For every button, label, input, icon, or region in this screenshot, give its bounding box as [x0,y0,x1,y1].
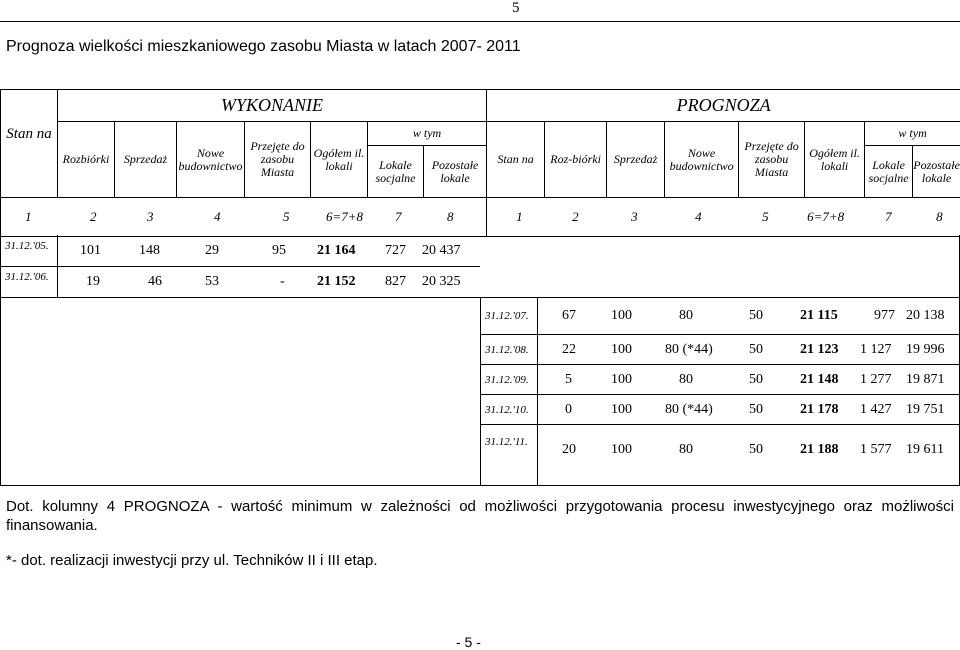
prog-row1-socjalne: 977 [874,308,895,323]
header-przejete: Przejęte do zasobu Miasta [245,122,311,198]
colnum-left-8: 8 [447,209,454,224]
note-kolumna-4: Dot. kolumny 4 PROGNOZA - wartość minimum w zależności od możliwości przygotowania procesu inwestycyjnego oraz możliwości finansowania. [6,498,954,534]
header-rozbiorki: Rozbiórki [58,122,115,198]
prog-row2-nowe: 80 (*44) [665,342,713,357]
prognoza-left-border [480,297,481,485]
colnum-left-6: 6=7+8 [326,209,364,224]
prog-row4-date: 31.12.'10. [485,404,529,416]
prognoza-date-divider [537,297,538,485]
prog-row2-pozostale: 19 996 [906,342,945,357]
wyk-row1-sprzedaz: 148 [139,243,160,258]
prog-row5-ogolem: 21 188 [800,442,839,457]
wyk-row1-date: 31.12.'05. [5,240,49,252]
prog-row4-sprzedaz: 100 [611,402,632,417]
prog-row4-przejete: 50 [749,402,763,417]
col-numbers-right [487,198,960,237]
header-ogolem-2: Ogółem il. lokali [805,122,865,198]
header-w-tym-2: w tym [865,122,960,146]
prog-row2-socjalne: 1 127 [860,342,892,357]
prog-row4-socjalne: 1 427 [860,402,892,417]
colnum-left-3: 3 [147,209,154,224]
col-numbers-left [1,198,487,237]
data-left-border [0,235,1,485]
colnum-left-5: 5 [283,209,290,224]
wyk-row1-nowe: 29 [205,243,219,258]
header-wykonanie: WYKONANIE [58,90,487,122]
header-prognoza: PROGNOZA [487,90,960,122]
footer-page-number: - 5 - [456,634,481,650]
prog-row1-rozbiorki: 67 [562,308,576,323]
wyk-row2-date: 31.12.'06. [5,271,49,283]
wyk-row2-rozbiorki: 19 [86,274,100,289]
prog-row5-nowe: 80 [679,442,693,457]
wyk-row1-socjalne: 727 [385,243,406,258]
header-stan-na-2: Stan na [487,122,545,198]
colnum-left-1: 1 [25,209,32,224]
prog-row4-rozbiorki: 0 [565,402,572,417]
header-nowe-budownictwo: Nowe budownictwo [177,122,245,198]
header-lokale-socjalne-2: Lokale socjalne [865,146,913,198]
prog-row3-sprzedaz: 100 [611,372,632,387]
wyk-row2-ogolem: 21 152 [317,274,356,289]
prog-row5-sprzedaz: 100 [611,442,632,457]
page-title: Prognoza wielkości mieszkaniowego zasobu Miasta w latach 2007- 2011 [6,38,521,55]
prognoza-row-divider-4 [480,424,960,425]
prognoza-row-divider-2 [480,364,960,365]
prog-row2-ogolem: 21 123 [800,342,839,357]
header-pozostale: Pozostałe lokale [424,146,487,198]
wyk-row2-nowe: 53 [205,274,219,289]
prog-row3-date: 31.12.'09. [485,374,529,386]
prog-row3-nowe: 80 [679,372,693,387]
prognoza-row-divider-1 [480,334,960,335]
colnum-left-4: 4 [214,209,221,224]
prog-row1-date: 31.12.'07. [485,310,529,322]
wyk-row1-przejete: 95 [272,243,286,258]
header-rule [0,21,960,22]
colnum-right-3: 3 [631,209,638,224]
header-lokale-socjalne: Lokale socjalne [368,146,424,198]
prog-row2-sprzedaz: 100 [611,342,632,357]
prog-row3-ogolem: 21 148 [800,372,839,387]
note-footnote: *- dot. realizacji inwestycji przy ul. Techników II i III etap. [6,552,378,569]
prog-row1-przejete: 50 [749,308,763,323]
wyk-row1-ogolem: 21 164 [317,243,356,258]
prog-row1-sprzedaz: 100 [611,308,632,323]
header-stan-na: Stan na [1,90,58,198]
prog-row2-date: 31.12.'08. [485,344,529,356]
header-przejete-2: Przejęte do zasobu Miasta [739,122,805,198]
wyk-row2-pozostale: 20 325 [422,274,461,289]
colnum-left-2: 2 [90,209,97,224]
prog-row1-ogolem: 21 115 [800,308,838,323]
prognoza-row-divider-3 [480,394,960,395]
header-table [0,89,960,237]
wyk-row2-socjalne: 827 [385,274,406,289]
prog-row2-przejete: 50 [749,342,763,357]
prog-row1-pozostale: 20 138 [906,308,945,323]
prog-row3-rozbiorki: 5 [565,372,572,387]
prog-row4-ogolem: 21 178 [800,402,839,417]
colnum-right-2: 2 [572,209,579,224]
wyk-row2-przejete: - [280,274,285,289]
colnum-right-1: 1 [516,209,523,224]
header-w-tym: w tym [368,122,487,146]
prog-row4-nowe: 80 (*44) [665,402,713,417]
prog-row5-rozbiorki: 20 [562,442,576,457]
prog-row3-pozostale: 19 871 [906,372,945,387]
colnum-right-5: 5 [762,209,769,224]
colnum-right-6: 6=7+8 [807,209,845,224]
colnum-right-4: 4 [695,209,702,224]
table-bottom-border [0,485,960,486]
prog-row3-przejete: 50 [749,372,763,387]
prog-row5-pozostale: 19 611 [906,442,944,457]
colnum-right-7: 7 [885,209,892,224]
colnum-right-8: 8 [936,209,943,224]
wyk-row2-sprzedaz: 46 [148,274,162,289]
header-pozostale-2: Pozostałe lokale [913,146,960,198]
wyk-row1-rozbiorki: 101 [80,243,101,258]
header-sprzedaz: Sprzedaż [115,122,177,198]
header-ogolem: Ogółem il. lokali [311,122,368,198]
colnum-left-7: 7 [395,209,402,224]
prog-row5-date: 31.12.'11. [485,436,528,448]
prog-row2-rozbiorki: 22 [562,342,576,357]
top-page-number: 5 [512,0,520,16]
prog-row5-socjalne: 1 577 [860,442,892,457]
header-rozbiorki-2: Roz-biórki [545,122,607,198]
header-sprzedaz-2: Sprzedaż [607,122,665,198]
wykonanie-row-divider [0,266,480,267]
prog-row4-pozostale: 19 751 [906,402,945,417]
prog-row1-nowe: 80 [679,308,693,323]
header-nowe-budownictwo-2: Nowe budownictwo [665,122,739,198]
prog-row3-socjalne: 1 277 [860,372,892,387]
prog-row5-przejete: 50 [749,442,763,457]
wyk-row1-pozostale: 20 437 [422,243,461,258]
